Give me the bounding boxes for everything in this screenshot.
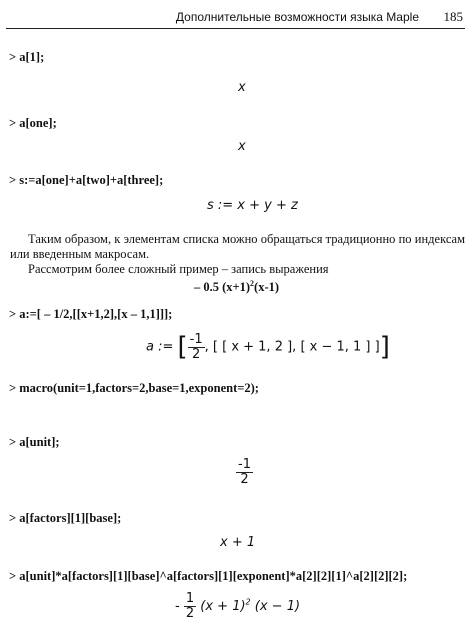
maple-command: > a[1];: [9, 50, 45, 64]
output-lhs: a :=: [146, 339, 174, 355]
maple-output: x + 1: [220, 535, 256, 550]
maple-command: > a[one];: [9, 116, 57, 130]
maple-command: > a:=[ – 1/2,[[x+1,2],[x – 1,1]]];: [9, 307, 173, 321]
sign: -: [175, 599, 180, 614]
factor-b: (x − 1): [254, 599, 301, 614]
fraction: [184, 592, 196, 621]
factor-exponent: 2: [245, 597, 251, 607]
denominator: 2: [185, 606, 195, 621]
maple-command: > a[unit];: [9, 435, 60, 449]
maple-output: x: [238, 80, 246, 95]
fraction: [236, 458, 253, 487]
paragraph: Таким образом, к элементам списка можно обращаться традиционно по индексам или введенным макросам.: [10, 232, 465, 261]
maple-command: > s:=a[one]+a[two]+a[three];: [9, 173, 164, 187]
header-title: Дополнительные возможности языка Maple: [175, 10, 419, 24]
numerator: -1: [238, 457, 251, 472]
maple-output: [146, 332, 390, 362]
expression: [0, 279, 473, 295]
numerator: 1: [185, 591, 195, 606]
left-bracket: [: [177, 332, 188, 362]
maple-command: > a[unit]*a[factors][1][base]^a[factors][1][exponent]*a[2][2][1]^a[2][2][2];: [9, 569, 408, 583]
expression-tail: (x-1): [254, 280, 280, 295]
right-bracket: ]: [379, 332, 390, 362]
denominator: 2: [240, 472, 249, 487]
denominator: 2: [192, 346, 201, 362]
running-header: [6, 8, 465, 29]
maple-output: x: [238, 139, 246, 154]
maple-output: s := x + y + z: [207, 198, 298, 213]
paragraph: Рассмотрим более сложный пример – запись выражения: [28, 262, 329, 276]
expression-exponent: 2: [250, 279, 255, 288]
maple-command: > a[factors][1][base];: [9, 511, 122, 525]
maple-output: [175, 592, 300, 621]
numerator: -1: [189, 331, 203, 347]
maple-command: > macro(unit=1,factors=2,base=1,exponent=2);: [9, 381, 259, 395]
maple-output: [236, 458, 253, 487]
list-rest: , [ [ x + 1, 2 ], [ x − 1, 1 ] ]: [204, 339, 380, 355]
body-text: [10, 232, 465, 277]
expression-main: – 0.5 (x+1): [193, 280, 251, 295]
page-number: 185: [443, 9, 463, 24]
fraction: [188, 333, 205, 362]
factor-a: (x + 1): [200, 599, 246, 614]
